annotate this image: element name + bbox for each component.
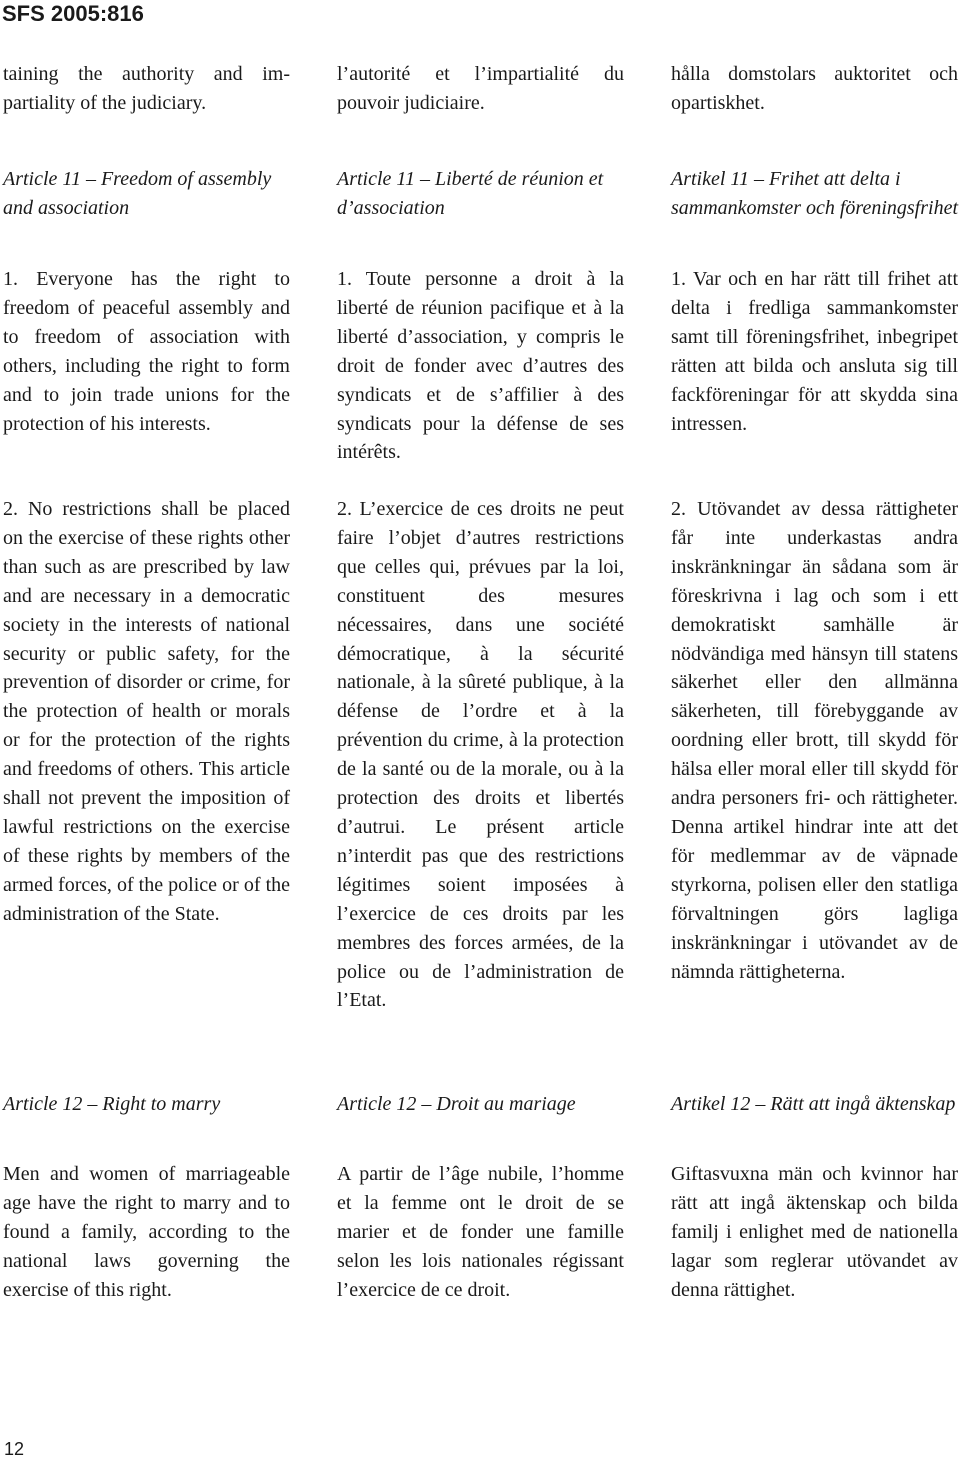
french-article-11-heading: Article 11 – Liberté de réunion et d’association: [337, 168, 604, 219]
english-article-11-paragraph-1: 1. Everyone has the right to freedom of peaceful assembly and to freedom of association with others, including the right to form and to join trade unions for the protection of his interests.: [3, 268, 290, 435]
english-article-11-heading: Article 11 – Freedom of assembly and association: [3, 168, 272, 219]
document-header: SFS 2005:816: [2, 1, 144, 26]
swedish-article-11-paragraph-2: 2. Utövandet av dessa rättigheter får inte underkastas andra inskränkningar än sådana som är föreskrivna i lag och som i ett demokratiskt samhälle är nödvändiga med hänsyn till statens säkerhet eller den allmänna säkerheten, till förebyggande av oordning eller brott, till skydd för hälsa eller moral eller till skydd för andra personers fri- och rättigheter. Denna artikel hindrar inte att det för medlemmar av de väpnade styrkorna, polisen eller den statliga förvaltningen görs lagliga inskränkningar i utövandet av de nämnda rättigheterna.: [671, 498, 958, 983]
french-article-11-paragraph-2: 2. L’exercice de ces droits ne peut faire l’objet d’autres restrictions que celles qui, prévues par la loi, constituent des mesures nécessaires, dans une société démocratique, à la sécurité nationale, à la sûreté publique, à la défense de l’ordre et à la prévention du crime, à la protection de la santé ou de la morale, ou à la protection des droits et libertés d’autrui. Le présent article n’interdit pas que des restrictions légitimes soient imposées à l’exercice de ces droits par les membres des forces armées, de la police ou de l’administration de l’Etat.: [337, 498, 624, 1012]
english-article-11-paragraph-2: 2. No restrictions shall be placed on the exercise of these rights other than such as are prescribed by law and are necessary in a democratic society in the interests of national security or public safety, for the prevention of disorder or crime, for the protection of health or morals or for the protection of the rights and freedoms of others. This article shall not prevent the imposition of lawful restrictions on the exercise of these rights by members of the armed forces, of the police or of the administration of the State.: [3, 498, 290, 925]
french-article-11-paragraph-1: 1. Toute personne a droit à la liberté de réunion pacifique et à la liberté d’association, y compris le droit de fonder avec d’autres des syndicats et de s’affilier à des syndicats pour la défense de ses intérêts.: [337, 268, 624, 464]
page-number: 12: [4, 1439, 25, 1459]
swedish-article-11-heading: Artikel 11 – Frihet att delta i sammankomster och föreningsfrihet: [671, 168, 959, 219]
swedish-article-11-paragraph-1: 1. Var och en har rätt till frihet att delta i fredliga sammankomster samt till föreningsfrihet, inbegripet rätten att bilda och ansluta sig till fackföreningar för att skydda sina intressen.: [671, 268, 958, 435]
english-article-12-paragraph: Men and women of marriageable age have the right to marry and to found a family, according to the national laws governing the exercise of this right.: [3, 1163, 290, 1301]
french-intro-text: l’autorité et l’impartialité du pouvoir judiciaire.: [337, 63, 624, 114]
swedish-intro-text: hålla domstolars auktoritet och opartiskhet.: [671, 63, 958, 114]
french-article-12-heading: Article 12 – Droit au mariage: [337, 1093, 576, 1115]
english-intro-text: taining the authority and impartiality of the judiciary.: [3, 63, 290, 114]
swedish-article-12-heading: Artikel 12 – Rätt att ingå äktenskap: [671, 1093, 956, 1115]
french-article-12-paragraph: A partir de l’âge nubile, l’homme et la femme ont le droit de se marier et de fonder une famille selon les lois nationales régissant l’exercice de ce droit.: [337, 1163, 624, 1301]
english-article-12-heading: Article 12 – Right to marry: [3, 1093, 221, 1115]
swedish-article-12-paragraph: Giftasvuxna män och kvinnor har rätt att ingå äktenskap och bilda familj i enlighet med de nationella lagar som reglerar utövandet av denna rättighet.: [671, 1163, 958, 1301]
